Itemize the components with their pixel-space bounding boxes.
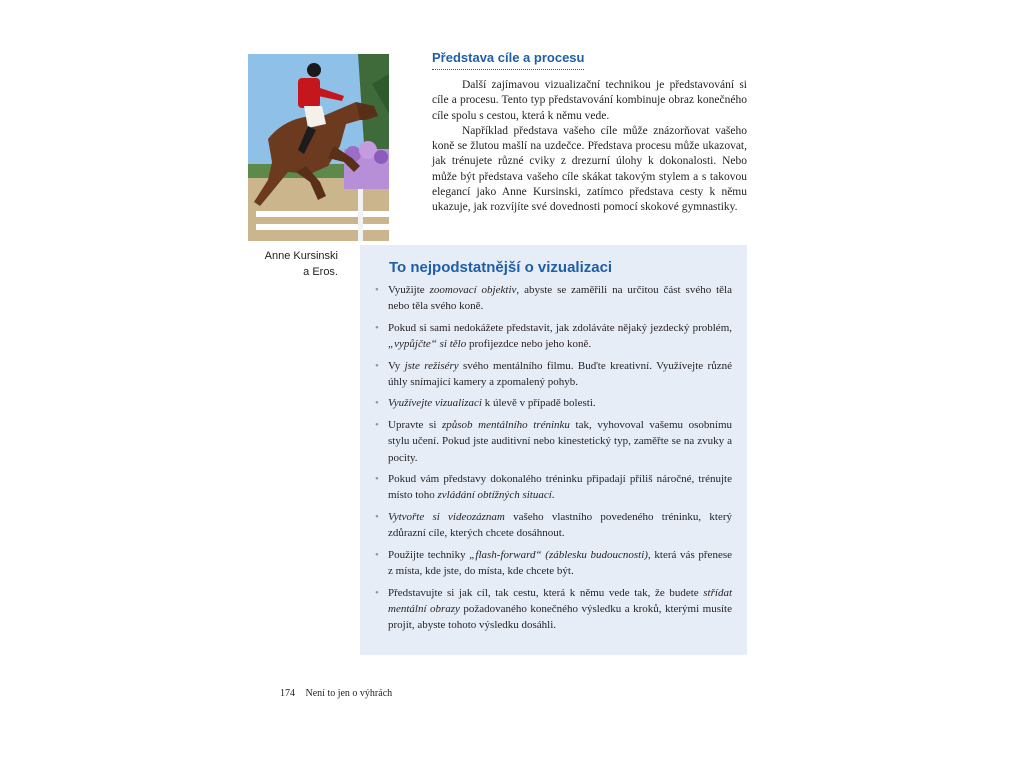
summary-bullet-item <box>372 320 732 353</box>
summary-box-title: To nejpodstatnější o vizualizaci <box>389 259 613 276</box>
summary-bullet-item <box>372 282 732 315</box>
bullet-text: Pokud si sami nedokážete představit, jak zdoláváte nějaký jezdecký problém, <box>388 321 732 334</box>
bullet-text: požadovaného konečného výsledku a kroků, kterými musíte projít, abyste tohoto výsledku dosáhli. <box>388 602 732 632</box>
bullet-text: vašeho vlastního povedeného tréninku, který zdůrazní cíle, kterých chcete dosáhnout. <box>388 510 732 540</box>
summary-bullet-item <box>372 547 732 580</box>
section-heading: Představa cíle a procesu <box>432 50 584 70</box>
caption-line-2: a Eros. <box>303 266 338 278</box>
bullet-text: Vy <box>388 359 405 372</box>
bullet-text: Představujte si jak cíl, tak cestu, která k němu vede tak, že budete <box>388 586 704 599</box>
bullet-text: Pokud vám představy dokonalého tréninku připadají příliš náročné, trénujte místo toho <box>388 473 732 502</box>
bullet-marker: • <box>375 473 379 486</box>
bullet-marker: • <box>375 284 379 296</box>
emphasized-text: zoomovací objektiv <box>429 284 517 296</box>
summary-bullet-item <box>372 358 732 391</box>
section-body <box>432 78 747 216</box>
running-title: Není to jen o výhrách <box>305 688 393 699</box>
page-number: 174 <box>280 688 295 699</box>
bullet-marker: • <box>375 359 379 372</box>
bullet-text: , abyste se zaměřili na určitou část svého těla nebo těla svého koně. <box>388 284 732 313</box>
emphasized-text: způsob mentálního tréninku <box>442 418 570 431</box>
summary-bullet-item <box>372 509 732 542</box>
bullet-marker: • <box>375 548 379 561</box>
summary-bullet-item <box>372 471 732 504</box>
bullet-text: . <box>551 489 555 502</box>
caption-line-1: Anne Kursinski <box>264 250 338 262</box>
bullet-text: k úlevě v případě bolesti. <box>482 397 596 410</box>
bullet-marker: • <box>375 586 379 599</box>
bullet-text: Využijte <box>388 284 430 296</box>
emphasized-text: „flash-forward“ (záblesku budoucnosti) <box>469 548 648 561</box>
bullet-text: profijezdce nebo jeho koně. <box>466 338 592 351</box>
bullet-marker: • <box>375 510 379 523</box>
photo-caption <box>262 248 338 280</box>
horse-jumping-photo <box>248 54 389 241</box>
emphasized-text: zvládání obtížných situací <box>437 489 552 502</box>
emphasized-text: Využívejte vizualizaci <box>388 397 482 410</box>
emphasized-text: „vypůjčte“ si tělo <box>388 338 467 351</box>
bullet-marker: • <box>375 418 379 431</box>
summary-bullet-item <box>372 585 732 634</box>
emphasized-text: Vytvořte si videozáznam <box>388 510 505 523</box>
bullet-marker: • <box>375 321 379 334</box>
body-paragraph: Například představa vašeho cíle může znázorňovat vašeho koně se žlutou mašlí na uzdečce. Představa procesu může ukazovat, jak trénujete různé cviky z drezurní úlohy k dokonalosti. Nebo může být představa vašeho cíle skákat takovým stylem a s takovou elegancí jako Anne Kursinski, zatímco představa cesty k němu ukazuje, jak rozvíjíte své dovednosti pomocí skokové gymnastiky. <box>432 124 747 214</box>
emphasized-text: jste režiséry <box>404 359 459 372</box>
summary-bullet-item <box>372 395 732 411</box>
bullet-text: , která vás přenese z místa, kde jste, do místa, kde chcete být. <box>388 548 732 578</box>
bullet-marker: • <box>375 397 379 410</box>
emphasized-text: střídat mentální obrazy <box>388 586 732 615</box>
bullet-text: tak, vyhovoval vašemu osobnímu stylu učení. Pokud jste auditivní nebo kinestetický typ, zaměřte se na zvuky a pocity. <box>388 418 733 464</box>
summary-bullet-list <box>372 282 732 639</box>
bullet-text: Použijte techniky <box>388 548 470 561</box>
bullet-text: svého mentálního filmu. Buďte kreativní. Využívejte různé úhly snímající kamery a zpomalený pohyb. <box>388 359 732 389</box>
body-paragraph: Další zajímavou vizualizační technikou je představování si cíle a procesu. Tento typ představování kombinuje obraz konečného cíle spolu s cestou, která k němu vede. <box>432 79 747 122</box>
summary-bullet-item <box>372 417 732 466</box>
page-footer <box>280 688 392 699</box>
horse-jumping-illustration <box>248 54 389 241</box>
bullet-text: Upravte si <box>388 418 442 431</box>
